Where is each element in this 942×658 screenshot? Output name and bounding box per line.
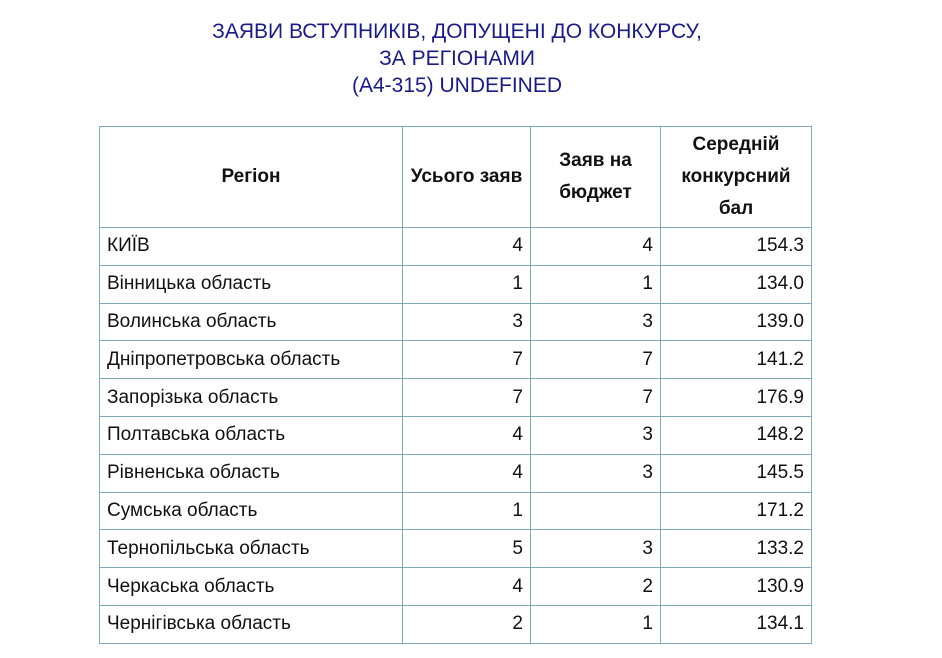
cell-total: 2: [403, 605, 531, 643]
table-row: [100, 228, 812, 266]
table-row: [100, 416, 812, 454]
column-header-budget: Заяв на бюджет: [531, 127, 661, 228]
cell-score: 176.9: [661, 379, 812, 417]
cell-score: 145.5: [661, 454, 812, 492]
title-line-3: (А4-315) UNDEFINED: [351, 74, 563, 97]
table-header-row: [100, 127, 812, 228]
cell-budget: 4: [531, 228, 661, 266]
cell-budget: 1: [531, 265, 661, 303]
cell-total: 1: [403, 265, 531, 303]
table-row: [100, 492, 812, 530]
cell-total: 1: [403, 492, 531, 530]
table-row: [100, 530, 812, 568]
cell-score: 141.2: [661, 341, 812, 379]
cell-budget: 3: [531, 530, 661, 568]
cell-score: 148.2: [661, 416, 812, 454]
table-row: [100, 454, 812, 492]
cell-total: 4: [403, 568, 531, 606]
cell-score: 139.0: [661, 303, 812, 341]
cell-budget: 3: [531, 303, 661, 341]
cell-region: Тернопільська область: [100, 530, 403, 568]
cell-total: 4: [403, 454, 531, 492]
cell-region: Чернігівська область: [100, 605, 403, 643]
cell-budget: [531, 492, 661, 530]
cell-region: Волинська область: [100, 303, 403, 341]
cell-score: 134.0: [661, 265, 812, 303]
table-row: [100, 568, 812, 606]
cell-region: Запорізька область: [100, 379, 403, 417]
cell-total: 5: [403, 530, 531, 568]
table-row: [100, 265, 812, 303]
cell-total: 4: [403, 228, 531, 266]
column-header-total: Усього заяв: [403, 127, 531, 228]
cell-budget: 7: [531, 341, 661, 379]
cell-total: 3: [403, 303, 531, 341]
cell-region: Черкаська область: [100, 568, 403, 606]
cell-region: Сумська область: [100, 492, 403, 530]
cell-score: 134.1: [661, 605, 812, 643]
cell-total: 7: [403, 341, 531, 379]
cell-region: КИЇВ: [100, 228, 403, 266]
cell-region: Вінницька область: [100, 265, 403, 303]
column-header-region: Регіон: [100, 127, 403, 228]
cell-region: Полтавська область: [100, 416, 403, 454]
cell-score: 130.9: [661, 568, 812, 606]
page-title: [0, 18, 914, 99]
cell-total: 4: [403, 416, 531, 454]
cell-score: 171.2: [661, 492, 812, 530]
table-row: [100, 605, 812, 643]
column-header-score: Середній конкурсний бал: [661, 127, 812, 228]
cell-budget: 2: [531, 568, 661, 606]
title-line-1: ЗАЯВИ ВСТУПНИКІВ, ДОПУЩЕНІ ДО КОНКУРСУ,: [212, 20, 702, 43]
table-row: [100, 303, 812, 341]
title-line-2: ЗА РЕГІОНАМИ: [379, 47, 535, 70]
table-row: [100, 379, 812, 417]
cell-budget: 7: [531, 379, 661, 417]
table-row: [100, 341, 812, 379]
cell-score: 133.2: [661, 530, 812, 568]
cell-budget: 1: [531, 605, 661, 643]
cell-region: Рівненська область: [100, 454, 403, 492]
applications-table: [99, 126, 812, 644]
cell-budget: 3: [531, 416, 661, 454]
cell-score: 154.3: [661, 228, 812, 266]
cell-budget: 3: [531, 454, 661, 492]
cell-region: Дніпропетровська область: [100, 341, 403, 379]
cell-total: 7: [403, 379, 531, 417]
